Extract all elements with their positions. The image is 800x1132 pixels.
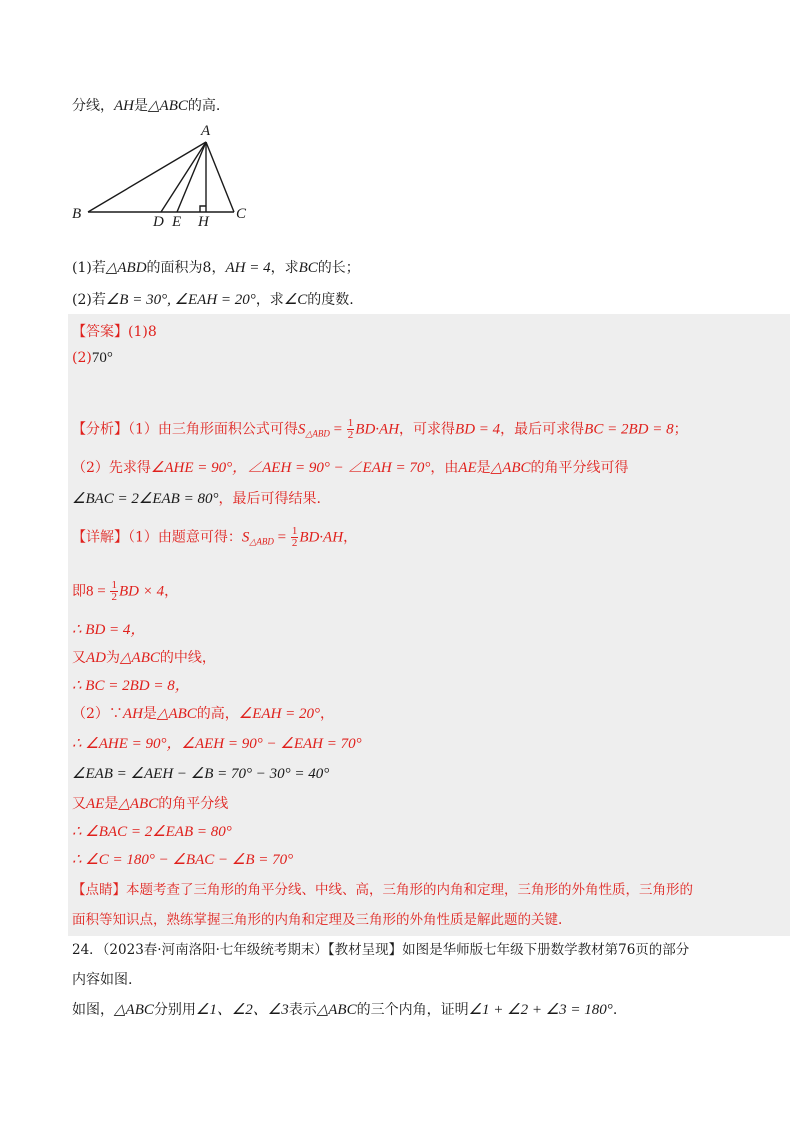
analysis-l2-m1: ∠AHE = 90°，∠AEH = 90° − ∠EAH = 70° [150,460,431,476]
q1-pre: (1)若 [72,260,106,276]
solution-box [68,314,790,936]
detail-line-8 [72,764,329,784]
comment-l1: 【点睛】本题考查了三角形的角平分线、中线、高，三角形的内角和定理，三角形的外角性质，三角形的 [72,882,693,898]
detail-l9-mid: 是 [104,796,119,812]
detail-l9-ae: AE [86,796,105,812]
label-b: B [72,206,82,222]
q1-post: 的长； [317,260,360,276]
detail-l6-m: ∠EAH = 20° [238,706,321,722]
analysis-mid2: ，最后可求得 [500,421,585,438]
detail-l6-tri: △ABC [156,706,197,722]
answer-2-val: 70° [91,350,113,366]
detail-l10: ∴ ∠BAC = 2∠EAB = 80° [72,824,232,840]
q2-pre: (2)若 [72,292,106,308]
detail-end: ， [343,529,358,546]
analysis-l2-post: 的角平分线可得 [530,460,629,476]
label-e: E [172,214,182,230]
intro-mid: 是 [134,98,148,114]
detail-l6-pre: （2）∵ [72,706,123,722]
detail-l2-pre: 即 [72,583,86,600]
detail-l11: ∴ ∠C = 180° − ∠BAC − ∠B = 70° [72,852,294,868]
detail-line-9 [72,794,228,814]
q24-l3-mid3: 的三个内角，证明 [356,1002,469,1018]
answer-line-2 [72,348,113,368]
analysis-l2-tri: △ABC [490,460,531,476]
detail-l6-end: ， [320,706,335,722]
comment-l2: 面积等知识点，熟练掌握三角形的内角和定理及三角形的外角性质是解此题的关键. [72,912,563,928]
right-angle-mark [200,206,206,212]
q24-line-1 [72,940,689,960]
segment-ab [88,142,206,212]
analysis-eq: = [329,421,346,438]
label-d: D [153,214,164,230]
q24-l3-end: . [612,1002,618,1018]
analysis-mid: ，可求得 [399,421,456,438]
q24-l3-mid: 分别用 [153,1002,196,1018]
detail-l4-tri: △ABC [120,650,160,666]
detail-l2-den: 2 [111,591,117,603]
q24-l3-tri: △ABC [114,1002,154,1018]
detail-l2-m2: BD × 4 [118,583,165,600]
q24-l3-mid2: 表示 [288,1002,317,1018]
segment-ad [161,142,206,212]
detail-half-frac [291,526,299,549]
detail-l4-pre: 又 [72,650,86,666]
analysis-tail: BD·AH [355,421,400,438]
intro-prefix: 分线， [72,98,114,114]
q1-ah: AH = 4 [225,260,271,276]
q1-mid2: ，求 [270,260,299,276]
comment-line-1 [72,880,693,900]
q1-bc: BC [298,260,318,276]
detail-line-6 [72,704,334,724]
detail-line-3 [72,620,145,640]
detail-half-den: 2 [291,537,298,549]
q24-l2: 内容如图. [72,972,133,988]
q24-l3-eq: ∠1 + ∠2 + ∠3 = 180° [468,1002,613,1018]
detail-l2-m1: 8 = [86,583,110,600]
segment-ae [177,142,206,212]
q24-line-2 [72,970,132,990]
detail-line-4 [72,648,216,668]
detail-l4-post: 的中线， [159,650,216,666]
label-h: H [198,214,209,230]
analysis-end: ； [673,421,688,438]
analysis-line-2 [72,458,629,478]
intro-ah: AH [114,98,134,114]
q2-cond: ∠B = 30°, ∠EAH = 20° [105,292,256,308]
detail-tail: BD·AH [299,529,344,546]
question-2 [72,290,354,310]
detail-line-11 [72,850,293,870]
q24-l3-angles: ∠1、∠2、∠3 [195,1002,289,1018]
answer-tag: 【答案】(1)8 [72,324,157,340]
detail-l6-mid: 是 [142,706,157,722]
detail-s-sub: △ABD [249,536,274,547]
intro-suffix: 的高. [187,98,221,114]
triangle-figure [66,118,256,230]
segment-ac [206,142,234,212]
comment-line-2 [72,910,562,930]
detail-l9-post: 的角平分线 [158,796,229,812]
detail-line-10 [72,822,232,842]
analysis-tag: 【分析】（1）由三角形面积公式可得 [72,421,298,438]
q24-line-3 [72,1000,617,1020]
detail-l7: ∴ ∠AHE = 90°，∠AEH = 90° − ∠EAH = 70° [72,736,362,752]
q1-tri: △ABD [105,260,147,276]
detail-l6-mid2: 的高， [196,706,239,722]
analysis-half-frac [347,418,355,441]
detail-half-num: 1 [291,525,298,537]
analysis-s-sub: △ABD [305,428,330,439]
intro-tri: △ABC [148,98,188,114]
answer-2-pre: (2) [72,350,92,366]
analysis-half-num: 1 [347,417,354,429]
analysis-bd4: BD = 4 [455,421,501,438]
label-a: A [201,123,211,139]
detail-l2-frac [110,580,118,603]
analysis-half-den: 2 [347,429,354,441]
detail-l4-mid: 为 [106,650,120,666]
detail-l6-ah: AH [122,706,143,722]
answer-line-1 [72,322,157,342]
detail-tag: 【详解】（1）由题意可得： [72,529,242,546]
analysis-l2-ae: AE [458,460,477,476]
question-1 [72,258,360,278]
detail-l9-tri: △ABC [118,796,159,812]
q2-angle: ∠C [283,292,308,308]
detail-l4-ad: AD [86,650,106,666]
detail-line-5 [72,676,190,696]
analysis-l2-mid: ，由 [430,460,459,476]
analysis-l2-mid2: 是 [476,460,491,476]
analysis-line-3 [72,489,321,509]
detail-l5: ∴ BC = 2BD = 8， [72,678,190,694]
analysis-bc8: BC = 2BD = 8 [584,421,674,438]
analysis-l3-post: ，最后可得结果. [218,491,321,507]
detail-s: S [241,529,250,546]
q24-l3-pre: 如图， [72,1002,114,1018]
detail-line-7 [72,734,362,754]
detail-l3: ∴ BD = 4， [72,622,146,638]
label-c: C [236,206,247,222]
intro-line [72,96,220,116]
q1-mid1: 的面积为8， [146,260,226,276]
q24-l3-tri2: △ABC [316,1002,357,1018]
q24-l1: 24．（2023春·河南洛阳·七年级统考期末）【教材呈现】如图是华师版七年级下册数学教材第76页的部分 [72,942,690,958]
analysis-l2-pre: （2）先求得 [72,460,151,476]
detail-line-2 [72,580,178,603]
detail-l2-end: ， [164,583,179,600]
detail-line-1: 【详解】（1）由题意可得：$S_{\triangle ABD}$ = $\frac{1}{2}$ BD·AH， [72,525,358,549]
q2-mid: ，求 [255,292,284,308]
q2-post: 的度数. [307,292,354,308]
detail-l9-pre: 又 [72,796,86,812]
detail-l2-num: 1 [111,579,117,591]
analysis-s: S [297,421,306,438]
analysis-l3-m: ∠BAC = 2∠EAB = 80° [72,491,219,507]
detail-l8: ∠EAB = ∠AEH − ∠B = 70° − 30° = 40° [72,766,330,782]
analysis-line-1 [72,418,688,444]
